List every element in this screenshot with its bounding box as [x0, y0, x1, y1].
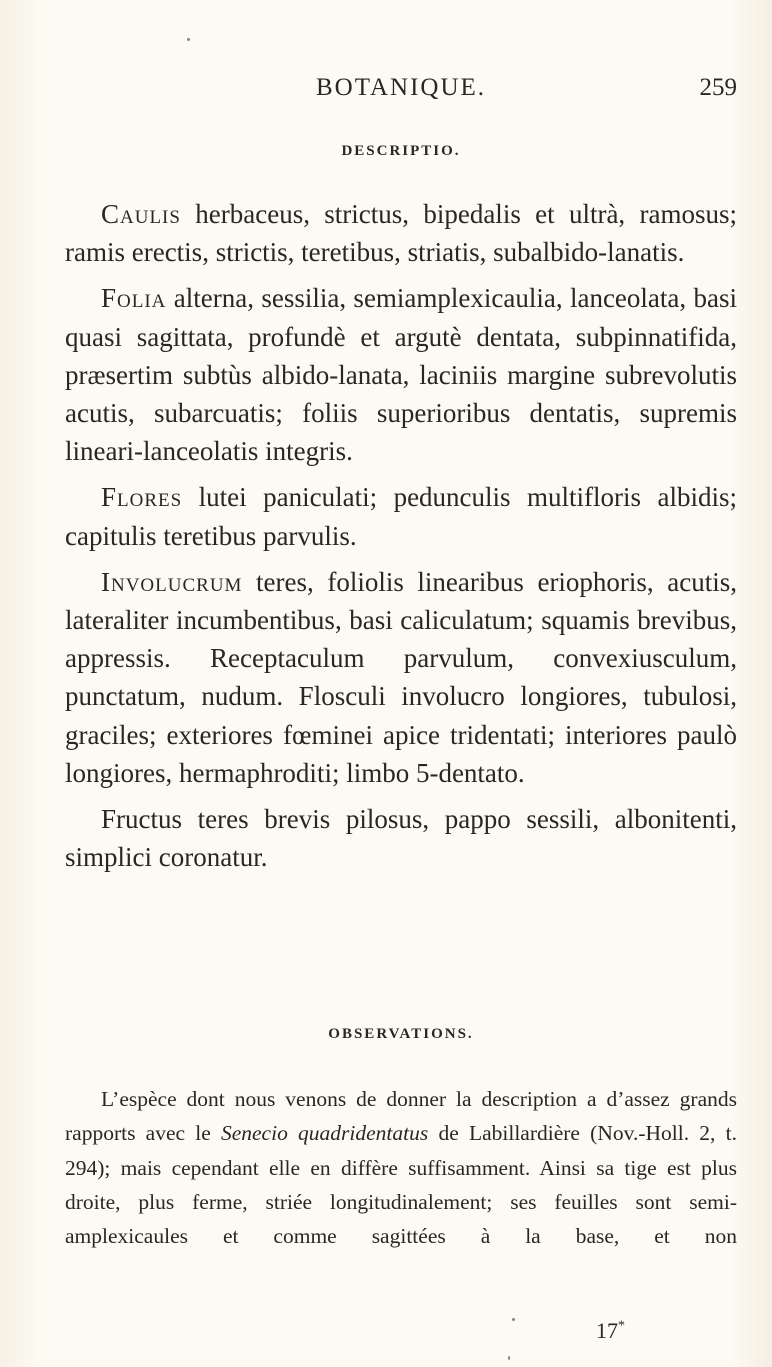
observations-paragraph: [65, 1082, 737, 1253]
running-title: BOTANIQUE.: [315, 74, 487, 101]
running-head: [65, 68, 737, 108]
paragraph-body: herbaceus, strictus, bipedalis et ultrà, ramosus; ramis erectis, strictis, teretibus, striatis, subalbido-lanatis.: [65, 199, 737, 268]
paragraph-lead: Folia: [101, 283, 167, 314]
ink-speck: [187, 38, 190, 41]
signature-number: 17: [596, 1318, 618, 1343]
ink-speck: [508, 1356, 510, 1360]
ink-speck: [512, 1318, 515, 1321]
paragraph-involucrum: [65, 563, 737, 792]
signature-mark: [596, 1318, 625, 1344]
paragraph-lead: Flores: [101, 482, 183, 513]
paragraph-body: alterna, sessilia, semiamplexicaulia, lanceolata, basi quasi sagittata, profundè et argutè dentata, subpinnatifida, præsertim subtùs albido-lanata, laciniis margine subrevolutis acutis, subarcuatis; foliis superioribus dentatis, supremis lineari-lanceolatis integris.: [65, 283, 737, 467]
paragraph-body: lutei paniculati; pedunculis multifloris albidis; capitulis teretibus parvulis.: [65, 482, 737, 551]
page-number: 259: [699, 74, 737, 101]
species-name: Senecio quadridentatus: [220, 1121, 429, 1146]
paragraph-folia: [65, 279, 737, 470]
paragraph-body: teres, foliolis linearibus eriophoris, acutis, lateraliter incumbentibus, basi caliculatum; squamis brevibus, appressis. Receptaculum parvulum, convexiusculum, punctatum, nudum. Flosculi involucro longiores, tubulosi, graciles; exteriores fœminei apice tridentati; interiores paulò longiores, hermaphroditi; limbo 5-dentato.: [65, 566, 737, 788]
paragraph-flores: [65, 478, 737, 554]
paragraph-lead: Caulis: [101, 199, 181, 229]
description-heading: DESCRIPTIO.: [341, 143, 461, 159]
paragraph-body: Fructus teres brevis pilosus, pappo sessili, albonitenti, simplici coronatur.: [65, 804, 737, 873]
observations-heading: OBSERVATIONS.: [328, 1026, 474, 1042]
paragraph-fructus: [65, 800, 737, 876]
paragraph-caulis: [65, 195, 737, 271]
description-text: [65, 195, 737, 884]
observations-text-after: de Labillardière (Nov.-Holl. 2, t. 294); mais cependant elle en diffère suffisamment. Ainsi sa tige est plus droite, plus ferme, striée longitudinalement; ses feuilles sont semi-amplexicaules et comme sagittées à la base, et non: [65, 1121, 737, 1249]
observations-text-before: L’espèce dont nous venons de donner la description a d’assez grands rapports avec le: [65, 1087, 737, 1146]
paragraph-lead: Involucrum: [101, 566, 243, 597]
observations-text: [65, 1082, 737, 1253]
signature-star: *: [618, 1318, 625, 1334]
